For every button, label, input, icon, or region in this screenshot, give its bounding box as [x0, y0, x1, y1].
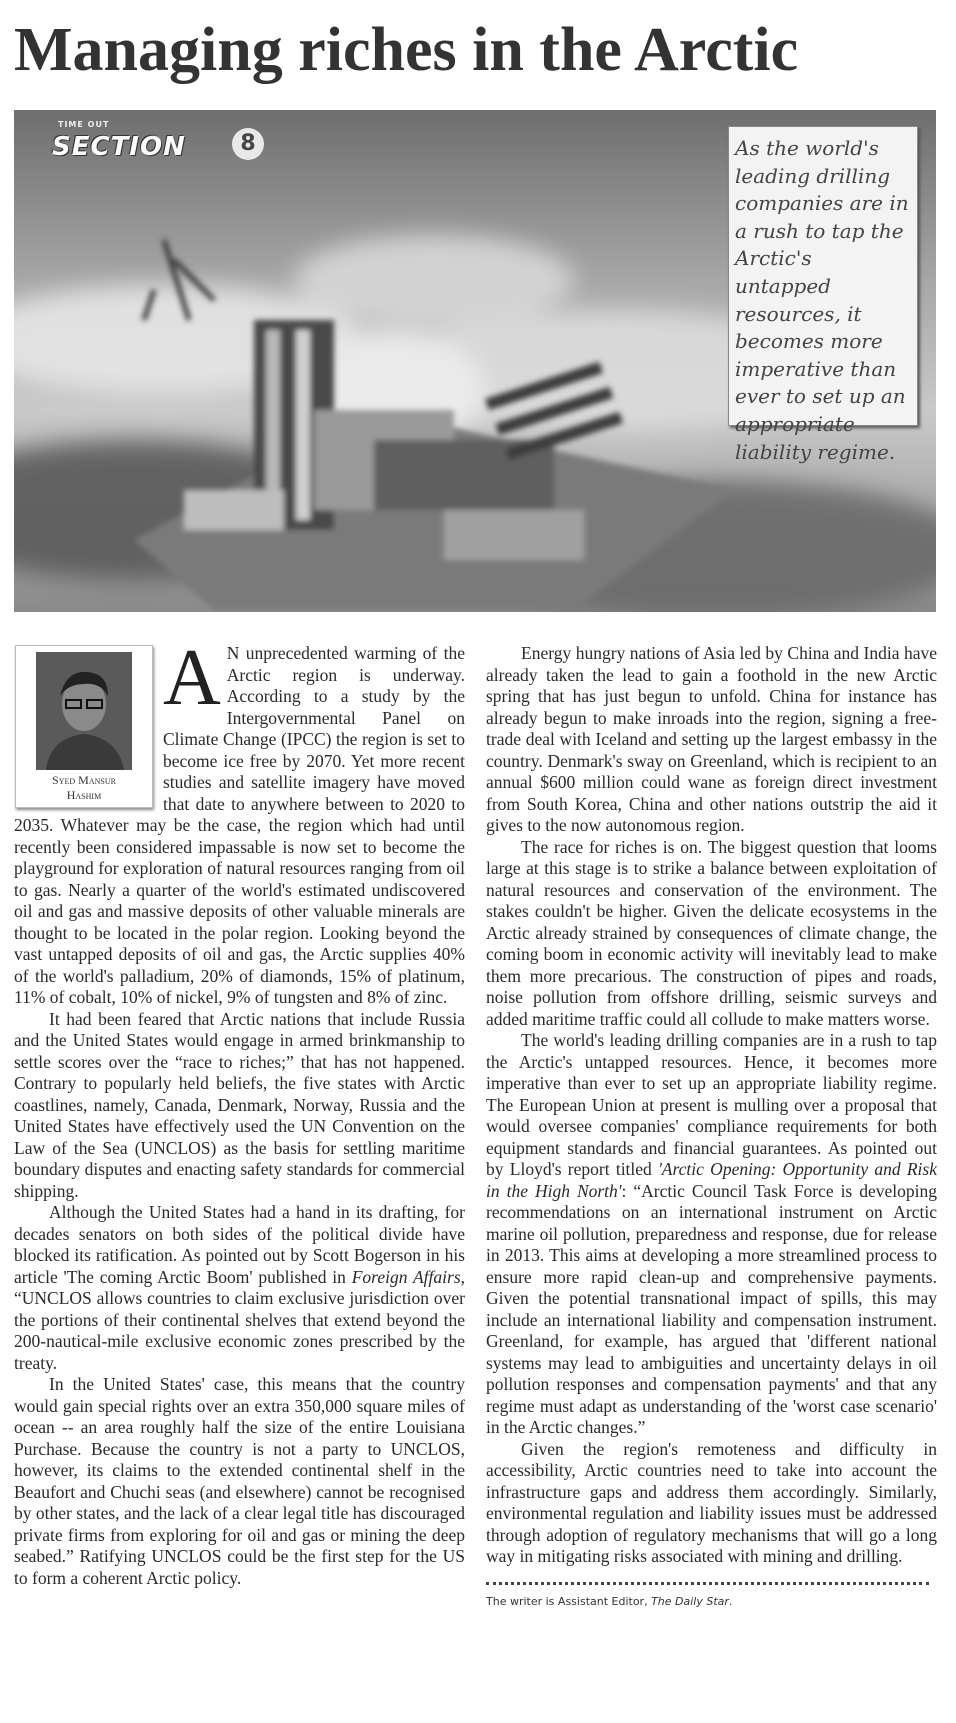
drop-cap: A: [163, 634, 221, 722]
hero-illustration: [14, 110, 936, 612]
paragraph-7-text: The world's leading drilling companies are in a rush to tap the Arctic's untapped resources. Hence, it becomes more imperative than ever to set up an appropriate liability regime. The European Union at present is mulling over a proposal that would oversee companies' compliance requirements for both equipment standards and financial guarantees. As pointed out by Lloyd's report titled: [486, 1030, 937, 1179]
logo-number-badge: 8: [232, 128, 264, 160]
article-body: [14, 634, 937, 1609]
author-credit: [486, 1595, 937, 1609]
newspaper-name: The Daily Star: [651, 1594, 729, 1608]
paragraph-3-text-cont: , “UNCLOS allows countries to claim exclusive jurisdiction over the portions of their continental shelves that extend beyond the 200-nautical-mile exclusive economic zones prescribed by the treaty.: [14, 1266, 465, 1373]
paragraph-5: Energy hungry nations of Asia led by China and India have already taken the lead to gain a foothold in the new Arctic spring that has just begun to unfold. China for instance has already begun to make inroads into the region, signing a free-trade deal with Iceland and setting up the largest embassy in the country. Denmark's sway on Greenland, which is recipient to an annual $600 million could wane as foreign direct investment from South Korea, China and other nations outstrip the aid it gives to the now autonomous region.: [486, 643, 937, 835]
logo-small-text: TIME OUT: [58, 120, 110, 129]
paragraph-1-text: N unprecedented warming of the Arctic region is underway. According to a study by the Intergovernmental Panel on Climate Change (IPCC) the region is set to become ice free by 2070. Yet more recent studies and satellite imagery have moved that date to anywhere between to 2020 to 2035. Whatever may be the case, the region which had until recently been considered impassable is now set to become the playground for exploration of natural resources ranging from oil to gas. Nearly a quarter of the world's estimated undiscovered oil and gas and massive deposits of other valuable minerals are thought to be located in the polar region. Looking beyond the vast untapped deposits of oil and gas, the Arctic supplies 40% of the world's palladium, 20% of diamonds, 15% of platinum, 11% of cobalt, 10% of nickel, 9% of tungsten and 8% of zinc.: [14, 643, 465, 1007]
author-photo: [36, 652, 132, 770]
author-name-line1: Syed Mansur: [52, 773, 116, 787]
paragraph-2: It had been feared that Arctic nations that include Russia and the United States would engage in armed brinkmanship to settle scores over the “race to riches;” that has not happened. Contrary to popularly held beliefs, the five states with Arctic coastlines, namely, Canada, Denmark, Norway, Russia and the United States have effectively used the UN Convention on the Law of the Sea (UNCLOS) as the basis for settling maritime boundary disputes and enacting safety standards for commercial shipping.: [14, 1008, 465, 1201]
credit-period: .: [728, 1594, 733, 1608]
paragraph-8: Given the region's remoteness and difficulty in accessibility, Arctic countries need to take into account the infrastructure gaps and address them accordingly. Similarly, environmental regulation and liability issues must be addressed through adoption of regulatory mechanisms that will go a long way in mitigating risks associated with mining and drilling.: [486, 1438, 937, 1566]
pull-quote: As the world's leading drilling companies are in a rush to tap the Arctic's untapped resources, it becomes more imperative than ever to set up an appropriate liability regime.: [735, 136, 909, 464]
credit-text: The writer is Assistant Editor,: [486, 1594, 652, 1608]
paragraph-7: [486, 1030, 937, 1439]
publication-title: Foreign Affairs: [351, 1266, 461, 1287]
paragraph-4: In the United States' case, this means that the country would gain special rights over an extra 350,000 square miles of ocean -- an area roughly half the size of the entire Louisiana Purchase. Because the country is not a party to UNCLOS, however, its claims to the extended continental shelf in the Beaufort and Chuchi seas (and elsewhere) cannot be recognised by other states, and the lack of a clear legal title has discouraged private firms from exploring for oil and gas or mining the deep seabed.” Ratifying UNCLOS could be the first step for the US to form a coherent Arctic policy.: [14, 1374, 465, 1588]
author-portrait-icon: [36, 652, 132, 770]
author-name-line2: Hashim: [66, 788, 102, 802]
paragraph-7-text-cont: : “Arctic Council Task Force is developing recommendations on an international instrument on Arctic marine oil pollution, preparedness and response, due for release in 2013. This aims at developing a more streamlined process to ensure more rapid clean-up and comprehensive payments. Given the potential transnational impact of spills, this may include an international liability and compensation instrument. Greenland, for example, has argued that 'different national systems may lead to ambiguities and uncertainty delays in oil pollution responses and compensation payments' and that any regime must adapt as understanding of the 'worst case scenario' in the Arctic changes.”: [486, 1180, 937, 1437]
section-logo: [32, 120, 272, 164]
author-box: [15, 645, 153, 808]
pull-quote-box: [728, 126, 918, 464]
headline: Managing riches in the Arctic: [14, 16, 799, 84]
dotted-divider: [486, 1582, 929, 1585]
paragraph-6: The race for riches is on. The biggest question that looms large at this stage is to strike a balance between exploitation of natural resources and conservation of the environment. The stakes couldn't be higher. Given the delicate ecosystems in the Arctic already strained by consequences of climate change, the coming boom in economic activity will inevitably lead to make them more precarious. The construction of pipes and roads, noise pollution from offshore drilling, seismic surveys and added maritime traffic could all collude to make matters worse.: [486, 836, 937, 1029]
logo-section-text: SECTION: [52, 132, 186, 162]
author-name: [25, 773, 143, 803]
paragraph-3-text: Although the United States had a hand in its drafting, for decades senators on both sides of the political divide have blocked its ratification. As pointed out by Scott Bogerson in his article 'The coming Arctic Boom' published in: [14, 1202, 465, 1287]
report-title: 'Arctic Opening: Opportunity and Risk in the High North': [486, 1159, 937, 1201]
paragraph-3: [14, 1202, 465, 1374]
